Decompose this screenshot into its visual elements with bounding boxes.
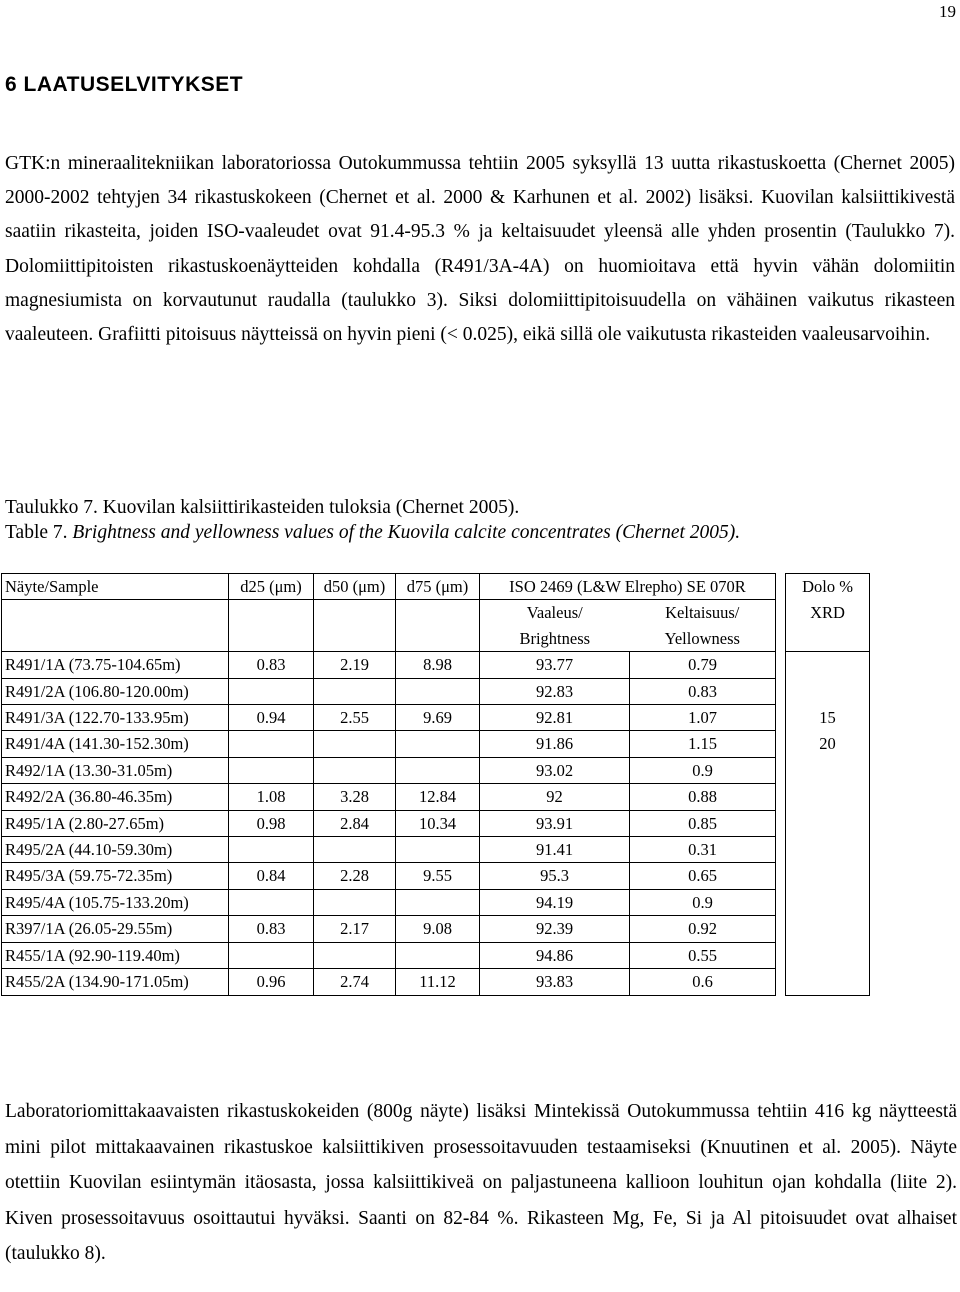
cell-d25: 1.08 — [229, 784, 314, 810]
table-caption-english-text: Brightness and yellowness values of the Kuovila calcite concentrates (Chernet 2005). — [72, 522, 741, 543]
cell-sample: R492/1A (13.30-31.05m) — [2, 757, 229, 783]
table-row — [2, 889, 870, 915]
cell-dolo: 15 — [786, 705, 870, 731]
cell-sample: R491/4A (141.30-152.30m) — [2, 731, 229, 757]
header-dolo-line1: Dolo % — [786, 574, 870, 600]
table-row — [2, 863, 870, 889]
cell-d50: 2.28 — [314, 863, 396, 889]
cell-dolo — [786, 757, 870, 783]
cell-d25 — [229, 757, 314, 783]
cell-sample: R491/3A (122.70-133.95m) — [2, 705, 229, 731]
cell-d50 — [314, 837, 396, 863]
cell-sample: R495/4A (105.75-133.20m) — [2, 889, 229, 915]
table-caption-english-prefix: Table 7. — [5, 522, 68, 543]
header-sample: Näyte/Sample — [2, 574, 229, 600]
cell-dolo — [786, 810, 870, 836]
cell-yellowness: 0.55 — [630, 942, 776, 968]
cell-d75 — [396, 678, 480, 704]
header-d50: d50 (μm) — [314, 574, 396, 600]
cell-dolo — [786, 969, 870, 995]
results-table — [1, 573, 870, 996]
cell-brightness: 93.02 — [480, 757, 630, 783]
cell-yellowness: 1.07 — [630, 705, 776, 731]
cell-dolo — [786, 863, 870, 889]
cell-d25: 0.98 — [229, 810, 314, 836]
cell-sample: R492/2A (36.80-46.35m) — [2, 784, 229, 810]
cell-yellowness: 0.85 — [630, 810, 776, 836]
cell-d50: 3.28 — [314, 784, 396, 810]
table-row — [2, 731, 870, 757]
cell-yellowness: 0.9 — [630, 889, 776, 915]
cell-d75 — [396, 757, 480, 783]
cell-d75 — [396, 942, 480, 968]
cell-dolo: 20 — [786, 731, 870, 757]
cell-brightness: 95.3 — [480, 863, 630, 889]
header-yellowness-en: Yellowness — [630, 626, 776, 652]
cell-sample: R455/1A (92.90-119.40m) — [2, 942, 229, 968]
table-row — [2, 784, 870, 810]
table-row — [2, 916, 870, 942]
cell-d75: 12.84 — [396, 784, 480, 810]
cell-d75: 11.12 — [396, 969, 480, 995]
cell-sample: R495/2A (44.10-59.30m) — [2, 837, 229, 863]
cell-brightness: 92.39 — [480, 916, 630, 942]
cell-dolo — [786, 652, 870, 678]
header-d75: d75 (μm) — [396, 574, 480, 600]
table-caption-finnish: Taulukko 7. Kuovilan kalsiittirikasteiden tuloksia (Chernet 2005). — [5, 497, 520, 518]
cell-dolo — [786, 916, 870, 942]
cell-d50: 2.55 — [314, 705, 396, 731]
cell-brightness: 93.91 — [480, 810, 630, 836]
table-row — [2, 837, 870, 863]
cell-sample: R495/3A (59.75-72.35m) — [2, 863, 229, 889]
table-row — [2, 678, 870, 704]
cell-brightness: 94.19 — [480, 889, 630, 915]
cell-dolo — [786, 942, 870, 968]
cell-dolo — [786, 784, 870, 810]
intro-paragraph: GTK:n mineraalitekniikan laboratoriossa Outokummussa tehtiin 2005 syksyllä 13 uutta rikastuskoetta (Chernet 2005) 2000-2002 tehtyjen 34 rikastuskokeen (Chernet et al. 2000 & Karhunen et al. 2002) lisäksi. Kuovilan kalsiittikivestä saatiin rikasteita, joiden ISO-vaaleudet ovat 91.4-95.3 % ja keltaisuudet yleensä alle yhden prosentin (Taulukko 7). Dolomiittipitoisten rikastuskoenäytteiden kohdalla (R491/3A-4A) on huomioitava että hyvin vähän dolomiitin magnesiumista on korvautunut raudalla (taulukko 3). Siksi dolomiittipitoisuudella on vähäinen vaikutus rikasteen vaaleuteen. Grafiitti pitoisuus näytteissä on hyvin pieni (< 0.025), eikä sillä ole vaikutusta rikasteiden vaaleusarvoihin. — [5, 153, 955, 346]
cell-sample: R495/1A (2.80-27.65m) — [2, 810, 229, 836]
header-iso: ISO 2469 (L&W Elrepho) SE 070R — [480, 574, 776, 600]
cell-yellowness: 0.65 — [630, 863, 776, 889]
page-number: 19 — [939, 2, 956, 21]
cell-sample: R397/1A (26.05-29.55m) — [2, 916, 229, 942]
cell-sample: R491/2A (106.80-120.00m) — [2, 678, 229, 704]
table-caption-english — [5, 522, 740, 544]
cell-yellowness: 0.9 — [630, 757, 776, 783]
header-brightness-en: Brightness — [480, 626, 630, 652]
cell-yellowness: 0.88 — [630, 784, 776, 810]
cell-d25: 0.83 — [229, 916, 314, 942]
cell-d75: 9.55 — [396, 863, 480, 889]
header-d25: d25 (μm) — [229, 574, 314, 600]
table-row — [2, 757, 870, 783]
cell-d50 — [314, 757, 396, 783]
table-row — [2, 705, 870, 731]
table-row — [2, 942, 870, 968]
cell-d75: 8.98 — [396, 652, 480, 678]
section-heading: 6 LAATUSELVITYKSET — [5, 73, 244, 96]
cell-brightness: 92.83 — [480, 678, 630, 704]
cell-brightness: 92.81 — [480, 705, 630, 731]
table-row — [2, 969, 870, 995]
cell-brightness: 94.86 — [480, 942, 630, 968]
cell-sample: R491/1A (73.75-104.65m) — [2, 652, 229, 678]
cell-d50 — [314, 942, 396, 968]
cell-d50: 2.17 — [314, 916, 396, 942]
cell-yellowness: 0.92 — [630, 916, 776, 942]
cell-d25: 0.94 — [229, 705, 314, 731]
cell-d25 — [229, 678, 314, 704]
cell-yellowness: 0.6 — [630, 969, 776, 995]
cell-d25: 0.96 — [229, 969, 314, 995]
cell-d75 — [396, 837, 480, 863]
cell-d25 — [229, 889, 314, 915]
cell-d50 — [314, 731, 396, 757]
table-row — [2, 810, 870, 836]
cell-d75 — [396, 731, 480, 757]
cell-dolo — [786, 678, 870, 704]
cell-d50: 2.74 — [314, 969, 396, 995]
cell-d75: 9.69 — [396, 705, 480, 731]
cell-brightness: 93.83 — [480, 969, 630, 995]
table-row — [2, 652, 870, 678]
cell-d50 — [314, 889, 396, 915]
cell-yellowness: 1.15 — [630, 731, 776, 757]
cell-d25 — [229, 942, 314, 968]
cell-yellowness: 0.31 — [630, 837, 776, 863]
cell-brightness: 92 — [480, 784, 630, 810]
cell-d50: 2.84 — [314, 810, 396, 836]
cell-d25: 0.84 — [229, 863, 314, 889]
cell-d25: 0.83 — [229, 652, 314, 678]
header-yellowness-fi: Keltaisuus/ — [630, 600, 776, 626]
cell-brightness: 93.77 — [480, 652, 630, 678]
cell-d75: 9.08 — [396, 916, 480, 942]
cell-yellowness: 0.79 — [630, 652, 776, 678]
cell-dolo — [786, 889, 870, 915]
pilot-test-paragraph: Laboratoriomittakaavaisten rikastuskokeiden (800g näyte) lisäksi Mintekissä Outokummussa tehtiin 416 kg näytteestä mini pilot mittakaavainen rikastuskoe kalsiittikiven prosessoitavuuden testaamiseksi (Knuutinen et al. 2005). Näyte otettiin Kuovilan esiintymän itäosasta, jossa kalsiittikiveä on paljastuneena kallioon louhitun ojan kohdalla (liite 2). Kiven prosessoitavuus osoittautui hyväksi. Saanti on 82-84 %. Rikasteen Mg, Fe, Si ja Al pitoisuudet ovat alhaiset (taulukko 8). — [5, 1101, 957, 1264]
cell-d50: 2.19 — [314, 652, 396, 678]
cell-sample: R455/2A (134.90-171.05m) — [2, 969, 229, 995]
header-dolo-line2: XRD — [786, 600, 870, 626]
cell-yellowness: 0.83 — [630, 678, 776, 704]
cell-brightness: 91.86 — [480, 731, 630, 757]
cell-dolo — [786, 837, 870, 863]
cell-d25 — [229, 837, 314, 863]
cell-d75: 10.34 — [396, 810, 480, 836]
cell-d75 — [396, 889, 480, 915]
cell-d50 — [314, 678, 396, 704]
cell-d25 — [229, 731, 314, 757]
header-brightness-fi: Vaaleus/ — [526, 603, 583, 623]
cell-brightness: 91.41 — [480, 837, 630, 863]
